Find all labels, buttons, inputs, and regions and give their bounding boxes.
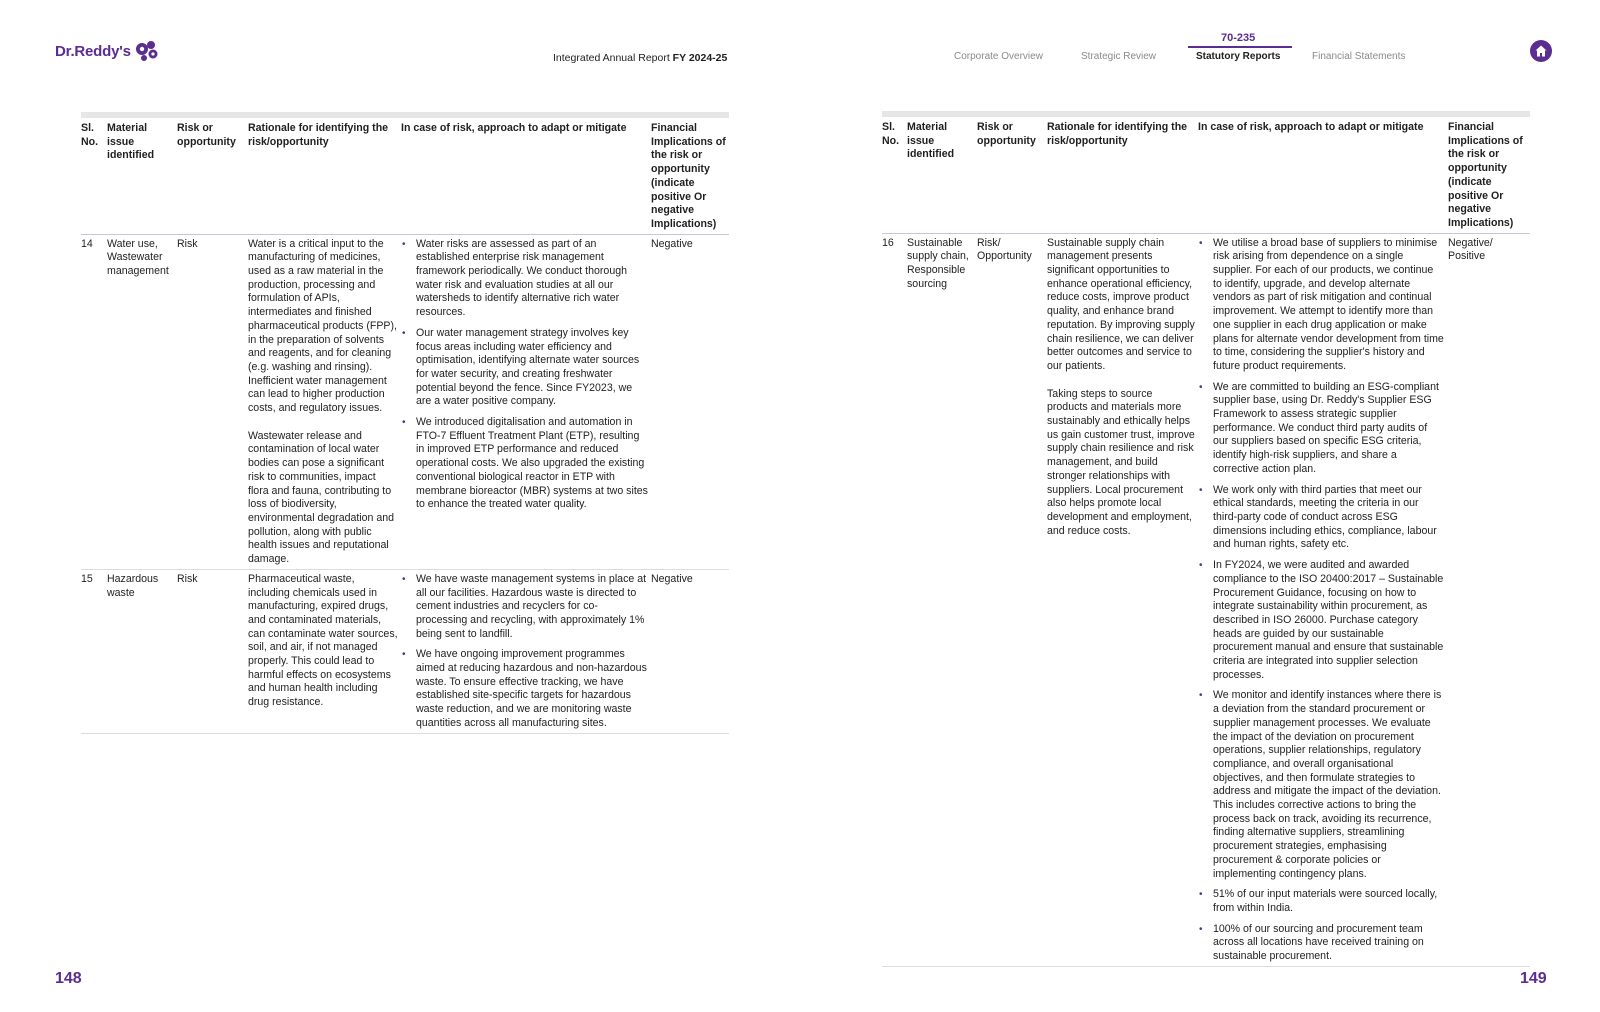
nav-financial-statements[interactable]: Financial Statements [1312, 51, 1406, 62]
approach [401, 234, 651, 569]
table-row [81, 569, 729, 733]
material-issue: Hazardous waste [107, 572, 159, 599]
rationale-paragraph: Pharmaceutical waste, including chemicals used in manufacturing, expired drugs, and contaminated materials, can contaminate water sources, soil, and air, if not managed properly. This could lead to harmful effects on ecosystems and human health including drug resistance. [248, 572, 398, 709]
column-header: In case of risk, approach to adapt or mitigate [401, 122, 627, 134]
column-header: Sl. No. [882, 121, 900, 147]
approach-bullet: • We are committed to building an ESG-compliant supplier base, using Dr. Reddy's Supplier ESG Framework to assess strategic supplier performance. We conduct third party audits of our suppliers based on specific ESG criteria, identify high-risk suppliers, and share a corrective action plan. [1198, 381, 1445, 477]
rationale-paragraph: Water is a critical input to the manufacturing of medicines, used as a raw material in the production, processing and formulation of APIs, intermediates and finished pharmaceutical products (FPP), in the preparation of solvents and reagents, and for cleaning (e.g. washing and rinsing). Inefficient water management can lead to higher production costs, and regulatory issues. [248, 237, 397, 415]
logo-mark-icon [133, 40, 159, 62]
approach-bullet: • 100% of our sourcing and procurement team across all locations have received training on sustainable procurement. [1198, 923, 1445, 964]
nav-page-range: 70-235 [1221, 32, 1256, 44]
home-glyph-icon [1534, 44, 1548, 58]
approach [401, 569, 651, 733]
financial-implication: Negative [651, 572, 693, 585]
column-header: Sl. No. [81, 122, 99, 148]
table-row [81, 234, 729, 569]
column-header: Material issue identified [907, 121, 955, 161]
table-row [882, 233, 1530, 966]
approach-bullet: • We utilise a broad base of suppliers to minimise risk arising from dependence on a single supplier. For each of our products, we continue to identify, upgrade, and develop alternate vendors as part of risk mitigation and continual improvement. We attempt to identify more than one supplier in each drug application or make plans for alternate vendor development from time to time, considering the supplier's history and future product requirements. [1198, 237, 1445, 374]
column-header: Rationale for identifying the risk/opportunity [248, 122, 389, 148]
rationale [1047, 233, 1198, 966]
nav-statutory-reports[interactable]: Statutory Reports [1196, 51, 1281, 62]
report-title-prefix: Integrated Annual Report [553, 52, 673, 64]
column-header: Financial Implications of the risk or opportunity (indicate positive Or negative Implications) [651, 122, 726, 230]
approach-bullet: • We work only with third parties that meet our ethical standards, meeting the criteria in our third-party code of conduct across ESG dimensions including ethics, compliance, labour and human rights, safety etc. [1198, 484, 1445, 553]
home-icon[interactable] [1530, 40, 1552, 62]
row-number: 14 [81, 237, 93, 250]
risk-type: Risk [177, 237, 198, 250]
right-page [800, 0, 1600, 1012]
material-issue: Sustainable supply chain, Responsible sourcing [907, 236, 969, 290]
rationale-paragraph: Taking steps to source products and materials more sustainably and ethically helps us gain customer trust, improve supply chain resilience and risk management, and build stronger relationships with suppliers. Local procurement also helps promote local development and employment, and reduce costs. [1047, 387, 1195, 537]
column-header: Risk or opportunity [177, 122, 236, 148]
row-number: 16 [882, 236, 894, 249]
page-number-left: 148 [55, 970, 82, 987]
rationale [248, 569, 401, 733]
approach-bullet: • 51% of our input materials were sourced locally, from within India. [1198, 888, 1445, 915]
materiality-table-right [882, 111, 1530, 967]
approach-bullet: • We have waste management systems in place at all our facilities. Hazardous waste is directed to cement industries and recyclers for co-processing and recycling, with approximately 1% being sent to landfill. [401, 573, 648, 642]
risk-type: Risk [177, 572, 198, 585]
rationale [248, 234, 401, 569]
financial-implication: Negative [651, 237, 693, 250]
approach-bullet: • We introduced digitalisation and automation in FTO-7 Effluent Treatment Plant (ETP), resulting in improved ETP performance and reduced operational costs. We also upgraded the existing conventional biological reactor in ETP with membrane bioreactor (MBR) systems at two sites to enhance the treated water quality. [401, 416, 648, 512]
approach-bullet: • In FY2024, we were audited and awarded compliance to the ISO 20400:2017 – Sustainable Procurement Guidance, focusing on how to integrate sustainability within procurement, as described in ISO 26000. Purchase category heads are guided by our sustainable procurement manual and ensure that sustainable criteria are integrated into supplier selection processes. [1198, 559, 1445, 682]
approach-bullet: • We monitor and identify instances where there is a deviation from the standard procurement or supplier management processes. We evaluate the impact of the deviation on procurement operations, supplier relationships, regulatory compliance, and overall organisational objectives, and then formulate strategies to address and mitigate the impact of the deviation. This includes corrective actions to bring the process back on track, avoiding its recurrence, finding alternative suppliers, streamlining procurement strategies, emphasising procurement & corporate policies or implementing contingency plans. [1198, 689, 1445, 881]
row-number: 15 [81, 572, 93, 585]
approach-bullet: • We have ongoing improvement programmes aimed at reducing hazardous and non-hazardous waste. To ensure effective tracking, we have established site-specific targets for hazardous waste reduction, and we are monitoring waste quantities across all manufacturing sites. [401, 648, 648, 730]
column-header: Rationale for identifying the risk/opportunity [1047, 121, 1188, 147]
financial-implication: Negative/ Positive [1448, 236, 1493, 263]
material-issue: Water use, Wastewater management [107, 237, 169, 278]
rationale-paragraph: Wastewater release and contamination of local water bodies can pose a significant risk to communities, impact flora and fauna, contributing to loss of biodiversity, environmental degradation and pollution, along with public health issues and reputational damage. [248, 429, 395, 566]
column-header: Material issue identified [107, 122, 155, 162]
table-header [882, 114, 1530, 233]
approach-bullet: • Water risks are assessed as part of an established enterprise risk management framework periodically. We conduct thorough water risk and evaluation studies at all our watersheds to identify alternative rich water resources. [401, 238, 648, 320]
table-header [81, 115, 729, 234]
column-header: Financial Implications of the risk or opportunity (indicate positive Or negative Implications) [1448, 121, 1523, 229]
materiality-table-left [81, 112, 729, 734]
column-header: Risk or opportunity [977, 121, 1036, 147]
report-title [553, 52, 727, 64]
column-header: In case of risk, approach to adapt or mitigate [1198, 121, 1424, 133]
approach-bullet: • Our water management strategy involves key focus areas including water efficiency and optimisation, identifying alternate water sources for water security, and creating freshwater potential beyond the fence. Since FY2023, we are a water positive company. [401, 327, 648, 409]
page-number-right: 149 [1520, 970, 1547, 987]
nav-strategic-review[interactable]: Strategic Review [1081, 51, 1157, 62]
report-title-year: FY 2024-25 [672, 52, 728, 64]
logo-text: Dr.Reddy's [55, 42, 131, 60]
section-nav [800, 30, 1600, 70]
company-logo[interactable] [55, 40, 159, 62]
nav-corporate-overview[interactable]: Corporate Overview [954, 51, 1043, 62]
rationale-paragraph: Sustainable supply chain management presents significant opportunities to enhance operational efficiency, reduce costs, improve product quality, and enhance brand reputation. By improving supply chain resilience, we can deliver better outcomes and service to our patients. [1047, 236, 1195, 372]
risk-type: Risk/ Opportunity [977, 236, 1032, 263]
nav-active-underline [1188, 46, 1292, 48]
approach [1198, 233, 1448, 966]
